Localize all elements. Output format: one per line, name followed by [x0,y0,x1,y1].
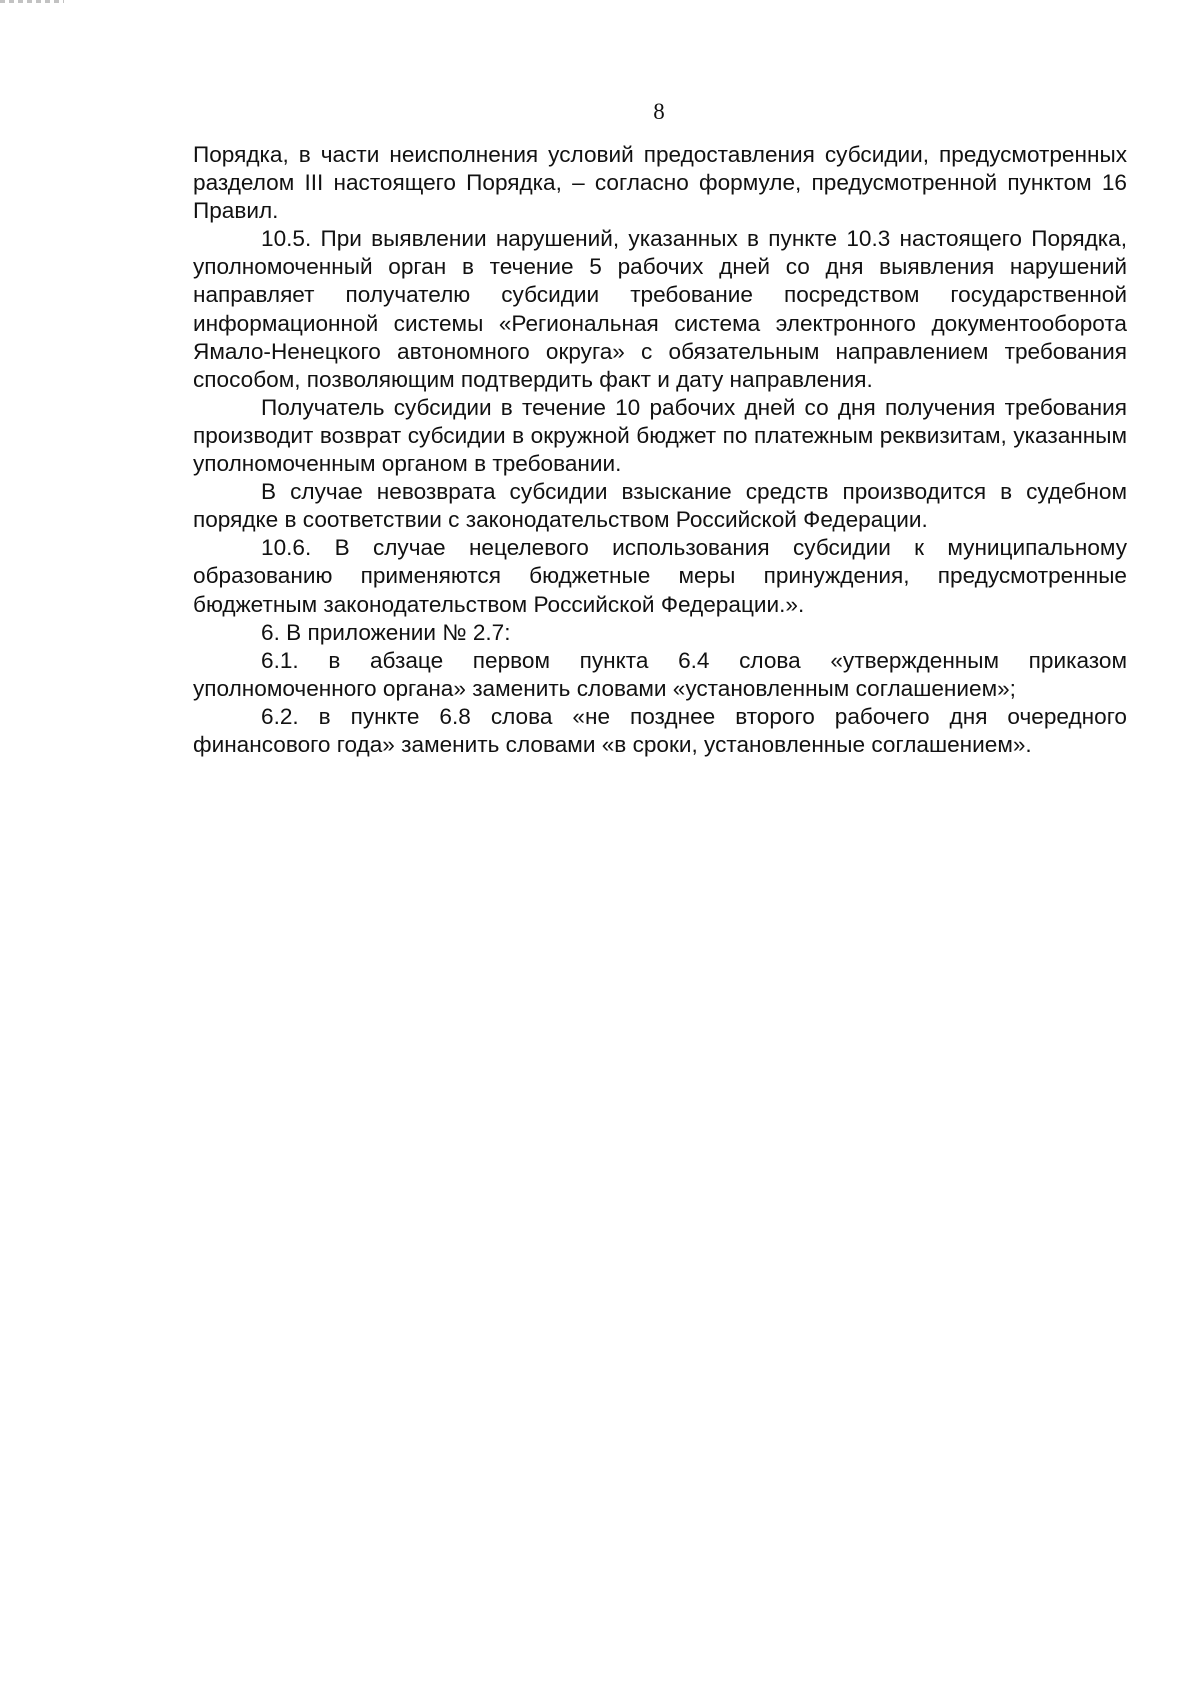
scan-artifact [0,0,64,3]
paragraph-return-subsidy: Получатель субсидии в течение 10 рабочих дней со дня получения требования производит возврат субсидии в окружной бюджет по платежным реквизитам, указанным уполномоченным органом в требовании. [193,394,1127,477]
paragraph-6-2: 6.2. в пункте 6.8 слова «не позднее второго рабочего дня очередного финансового года» заменить словами «в сроки, установленные соглашением». [193,703,1127,757]
document-body [193,141,1127,759]
page-number: 8 [653,99,665,124]
paragraph-10-5: 10.5. При выявлении нарушений, указанных в пункте 10.3 настоящего Порядка, уполномоченный орган в течение 5 рабочих дней со дня выявления нарушений направляет получателю субсидии требование посредством государственной информационной системы «Региональная система электронного документооборота Ямало-Ненецкого автономного округа» с обязательным направлением требования способом, позволяющим подтвердить факт и дату направления. [193,226,1127,392]
paragraph-6: 6. В приложении № 2.7: [261,619,511,645]
paragraph-6-1: 6.1. в абзаце первом пункта 6.4 слова «утвержденным приказом уполномоченного органа» заменить словами «установленным соглашением»; [193,647,1127,701]
paragraph-court-recovery: В случае невозврата субсидии взыскание средств производится в судебном порядке в соответствии с законодательством Российской Федерации. [193,479,1127,533]
paragraph-10-6: 10.6. В случае нецелевого использования субсидии к муниципальному образованию применяются бюджетные меры принуждения, предусмотренные бюджетным законодательством Российской Федерации.». [193,535,1127,617]
paragraph: Порядка, в части неисполнения условий предоставления субсидии, предусмотренных разделом III настоящего Порядка, – согласно формуле, предусмотренной пунктом 16 Правил. [193,142,1127,224]
